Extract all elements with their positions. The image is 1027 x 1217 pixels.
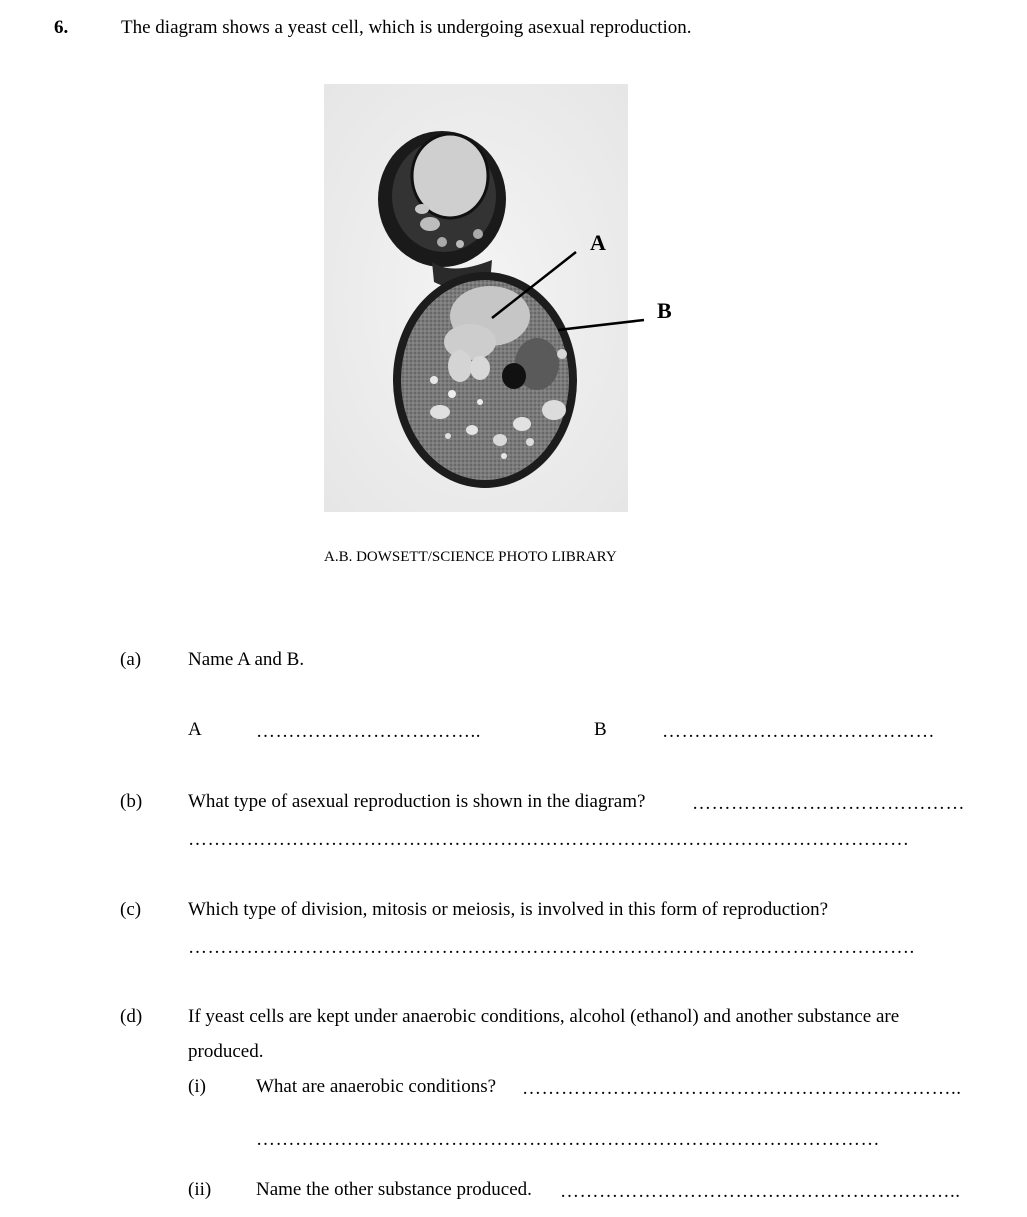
part-a-prompt: Name A and B. — [188, 649, 305, 670]
part-d-prompt-line1: If yeast cells are kept under anaerobic conditions, alcohol (ethanol) and another substance are — [188, 1006, 900, 1027]
part-b-prompt: What type of asexual reproduction is shown in the diagram? — [188, 791, 646, 812]
part-c-answer-line[interactable]: …………………………………………………………………………………………………. — [188, 937, 915, 958]
question-number: 6. — [54, 17, 69, 38]
part-d-label: (d) — [120, 1006, 143, 1027]
part-d-i-label: (i) — [188, 1076, 206, 1097]
mother-cell — [393, 272, 577, 488]
part-d-i-answer-inline[interactable]: ………………………………………………………….. — [522, 1078, 962, 1099]
label-a: A — [590, 230, 606, 255]
label-b: B — [657, 298, 672, 323]
part-c-prompt: Which type of division, mitosis or meiosis, is involved in this form of reproduction? — [188, 899, 829, 920]
part-d-i-answer-line[interactable]: …………………………………………………………………………………… — [256, 1129, 880, 1150]
answer-b-label: B — [594, 719, 607, 740]
part-d-ii-prompt: Name the other substance produced. — [256, 1179, 532, 1200]
part-d-ii-label: (ii) — [188, 1179, 212, 1200]
yeast-cell-micrograph — [322, 84, 682, 516]
part-a-label: (a) — [120, 649, 142, 670]
part-d-prompt-line2: produced. — [188, 1041, 264, 1062]
part-c-label: (c) — [120, 899, 142, 920]
part-d-i-prompt: What are anaerobic conditions? — [256, 1076, 497, 1097]
answer-a-label: A — [188, 719, 202, 740]
answer-a-line[interactable]: …………………………….. — [256, 721, 481, 742]
bud-cell — [378, 131, 506, 267]
question-stem: The diagram shows a yeast cell, which is undergoing asexual reproduction. — [121, 17, 692, 38]
answer-b-line[interactable]: …………………………………… — [662, 721, 935, 742]
part-b-answer-inline[interactable]: …………………………………… — [692, 793, 965, 814]
part-d-ii-answer-inline[interactable]: …………………………………………………….. — [560, 1181, 961, 1202]
part-b-label: (b) — [120, 791, 143, 812]
photo-credit: A.B. DOWSETT/SCIENCE PHOTO LIBRARY — [324, 549, 617, 565]
part-b-answer-line[interactable]: ………………………………………………………………………………………………… — [188, 829, 910, 850]
